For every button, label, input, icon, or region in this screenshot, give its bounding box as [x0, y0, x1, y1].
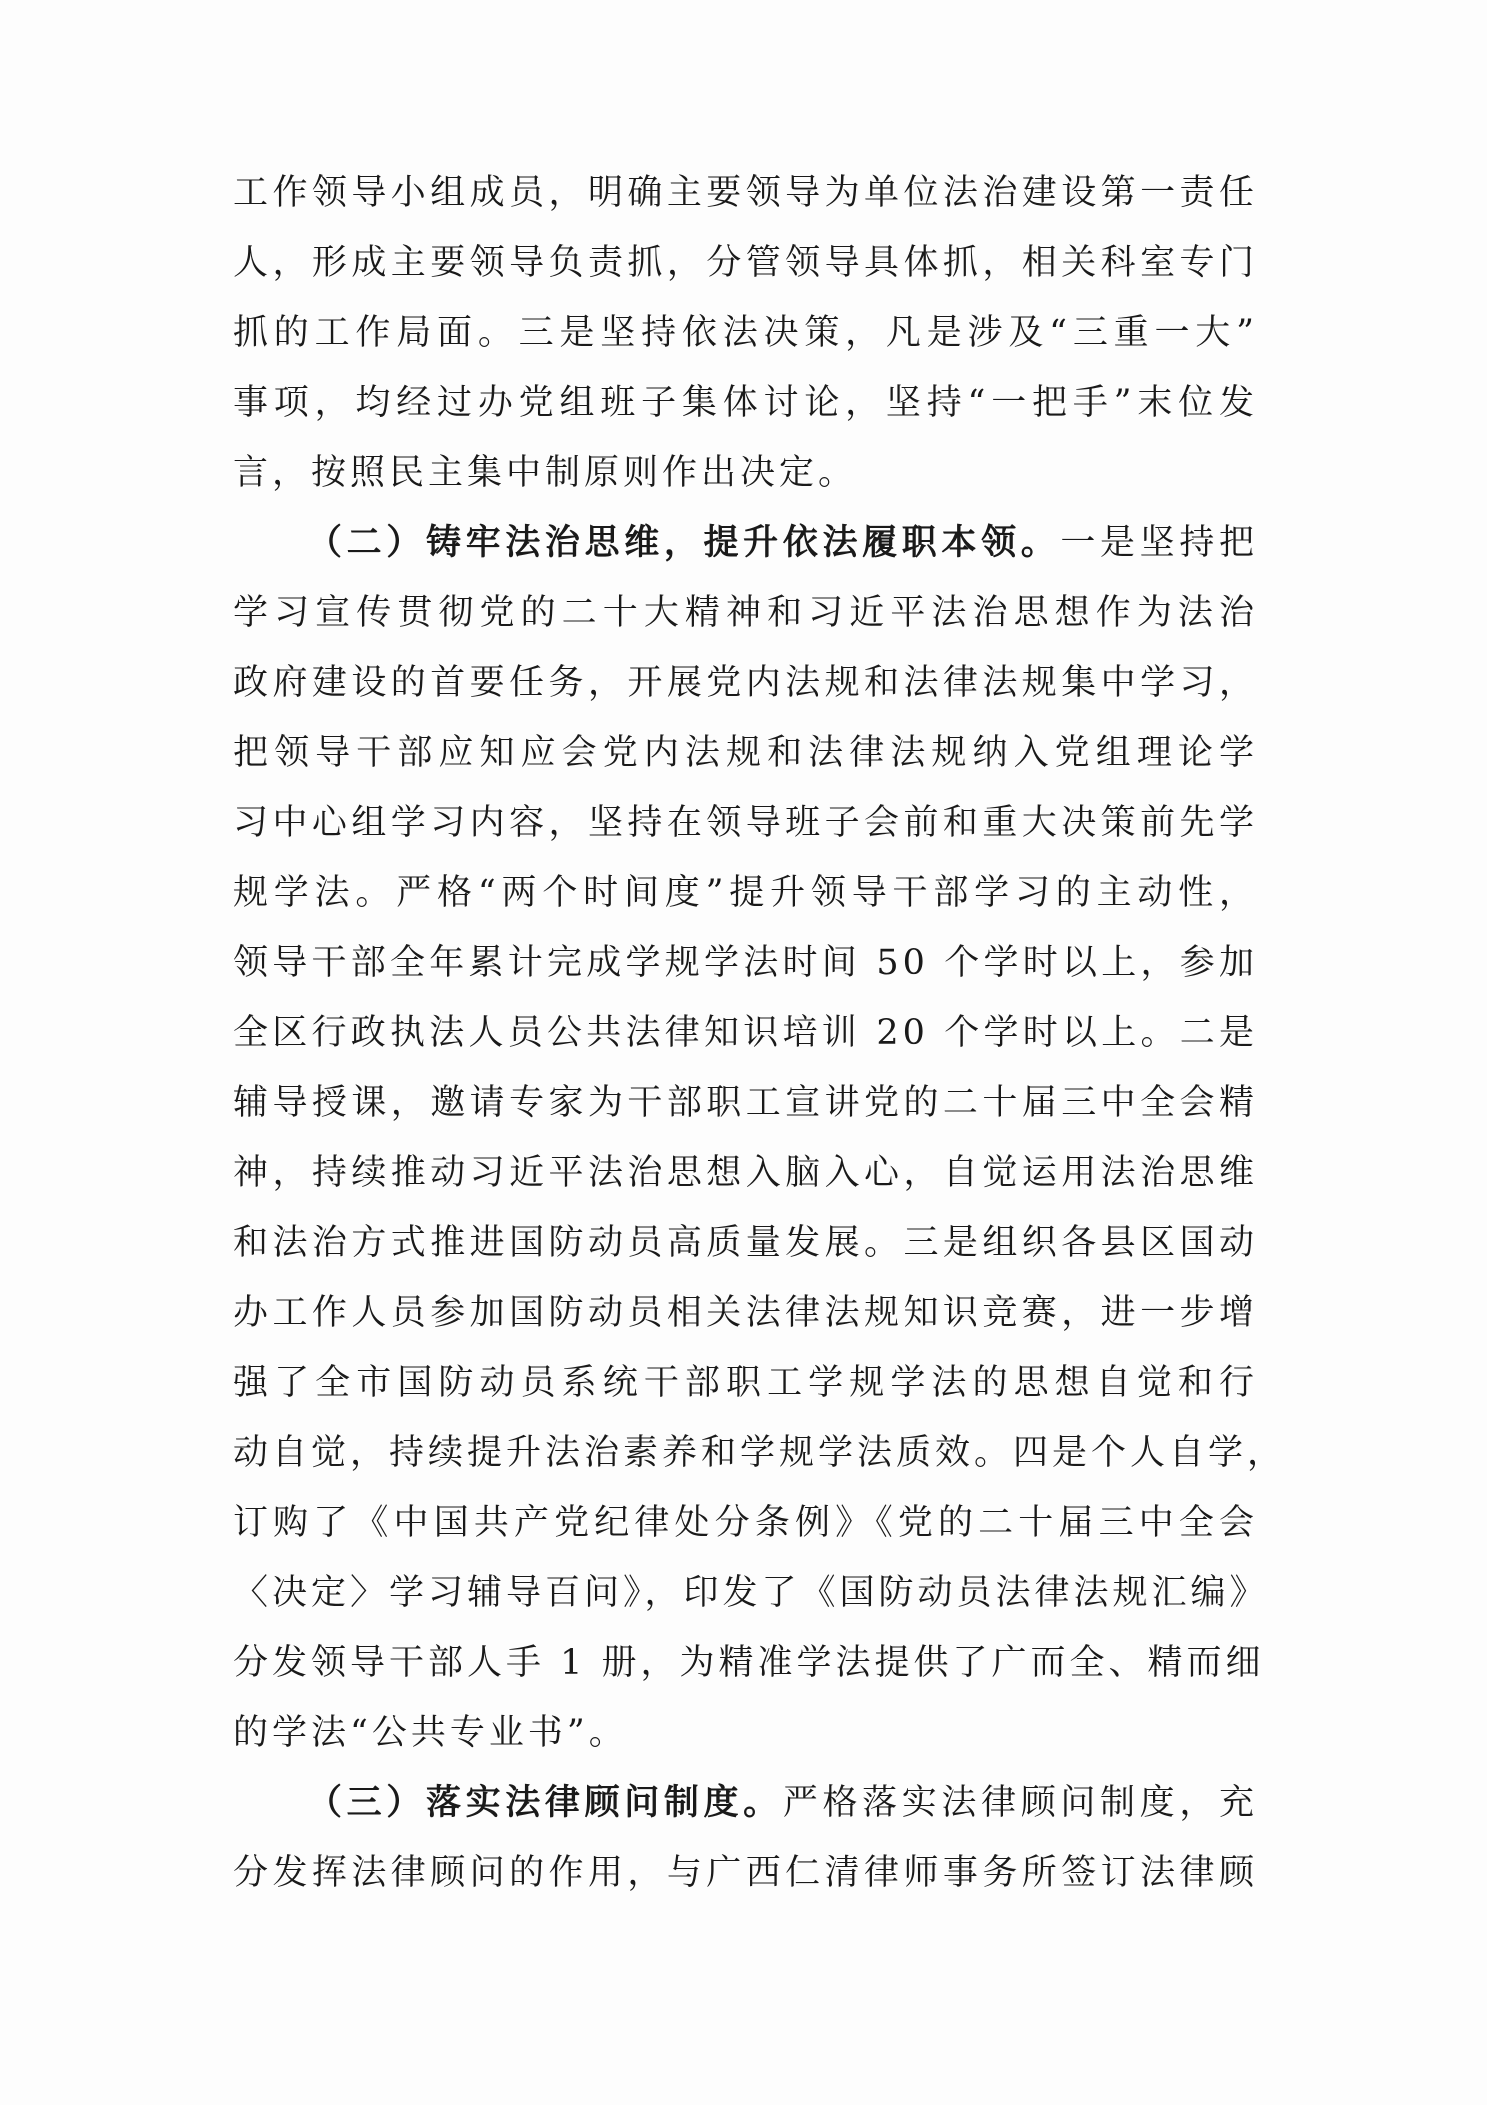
text-line — [233, 1278, 1258, 1348]
line-text: 辅导授课，邀请专家为干部职工宣讲党的二十届三中全会精 — [233, 1083, 1258, 1123]
text-line — [233, 1558, 1269, 1628]
line-text: 严格落实法律顾问制度，充 — [782, 1783, 1258, 1823]
text-line — [233, 718, 1258, 788]
line-text: 工作领导小组成员，明确主要领导为单位法治建设第一责任 — [233, 173, 1258, 213]
text-line — [233, 858, 1258, 928]
text-line — [233, 1418, 1287, 1488]
text-line — [233, 1698, 1258, 1768]
text-line — [233, 158, 1258, 228]
line-text: 规学法。严格“两个时间度”提升领导干部学习的主动性， — [233, 873, 1258, 913]
text-line — [233, 438, 1258, 508]
document-body — [233, 158, 1287, 1908]
text-line — [233, 1068, 1258, 1138]
line-text: 强了全市国防动员系统干部职工学规学法的思想自觉和行 — [233, 1363, 1258, 1403]
text-line — [233, 228, 1258, 298]
text-line — [233, 788, 1258, 858]
line-text: 言，按照民主集中制原则作出决定。 — [233, 453, 858, 493]
line-text: 办工作人员参加国防动员相关法律法规知识竞赛，进一步增 — [233, 1293, 1258, 1333]
text-line — [233, 1348, 1258, 1418]
line-text: 分发领导干部人手 1 册，为精准学法提供了广而全、精而细 — [233, 1643, 1265, 1683]
line-text: 事项，均经过办党组班子集体讨论，坚持“一把手”末位发 — [233, 383, 1258, 423]
text-line — [233, 648, 1258, 718]
text-line — [233, 368, 1258, 438]
line-text: 一是坚持把 — [1060, 523, 1258, 563]
text-line — [233, 928, 1258, 998]
section-heading: （二）铸牢法治思维，提升依法履职本领。 — [307, 522, 1061, 563]
line-text: 〈决定〉学习辅导百问》，印发了《国防动员法律法规汇编》 — [233, 1573, 1269, 1613]
line-text: 分发挥法律顾问的作用，与广西仁清律师事务所签订法律顾 — [233, 1853, 1258, 1893]
text-line — [233, 1838, 1258, 1908]
line-text: 学习宣传贯彻党的二十大精神和习近平法治思想作为法治 — [233, 593, 1258, 633]
text-line — [233, 1208, 1258, 1278]
line-text: 神，持续推动习近平法治思想入脑入心，自觉运用法治思维 — [233, 1153, 1258, 1193]
text-line — [233, 1768, 1258, 1838]
text-line — [233, 578, 1258, 648]
line-text: 政府建设的首要任务，开展党内法规和法律法规集中学习， — [233, 663, 1258, 703]
line-text: 领导干部全年累计完成学规学法时间 50 个学时以上，参加 — [233, 943, 1258, 983]
line-text: 和法治方式推进国防动员高质量发展。三是组织各县区国动 — [233, 1223, 1258, 1263]
text-line — [233, 298, 1258, 368]
line-text: 人，形成主要领导负责抓，分管领导具体抓，相关科室专门 — [233, 243, 1258, 283]
section-heading: （三）落实法律顾问制度。 — [307, 1782, 783, 1823]
text-line — [233, 508, 1258, 578]
text-line — [233, 1138, 1258, 1208]
line-text: 的学法“公共专业书”。 — [233, 1713, 628, 1753]
line-text: 全区行政执法人员公共法律知识培训 20 个学时以上。二是 — [233, 1013, 1258, 1053]
line-text: 习中心组学习内容，坚持在领导班子会前和重大决策前先学 — [233, 803, 1258, 843]
line-text: 动自觉，持续提升法治素养和学规学法质效。四是个人自学， — [233, 1433, 1287, 1473]
text-line — [233, 1628, 1265, 1698]
line-text: 订购了《中国共产党纪律处分条例》《党的二十届三中全会 — [233, 1503, 1258, 1543]
text-line — [233, 1488, 1258, 1558]
text-line — [233, 998, 1258, 1068]
line-text: 抓的工作局面。三是坚持依法决策，凡是涉及“三重一大” — [233, 313, 1258, 353]
line-text: 把领导干部应知应会党内法规和法律法规纳入党组理论学 — [233, 733, 1258, 773]
